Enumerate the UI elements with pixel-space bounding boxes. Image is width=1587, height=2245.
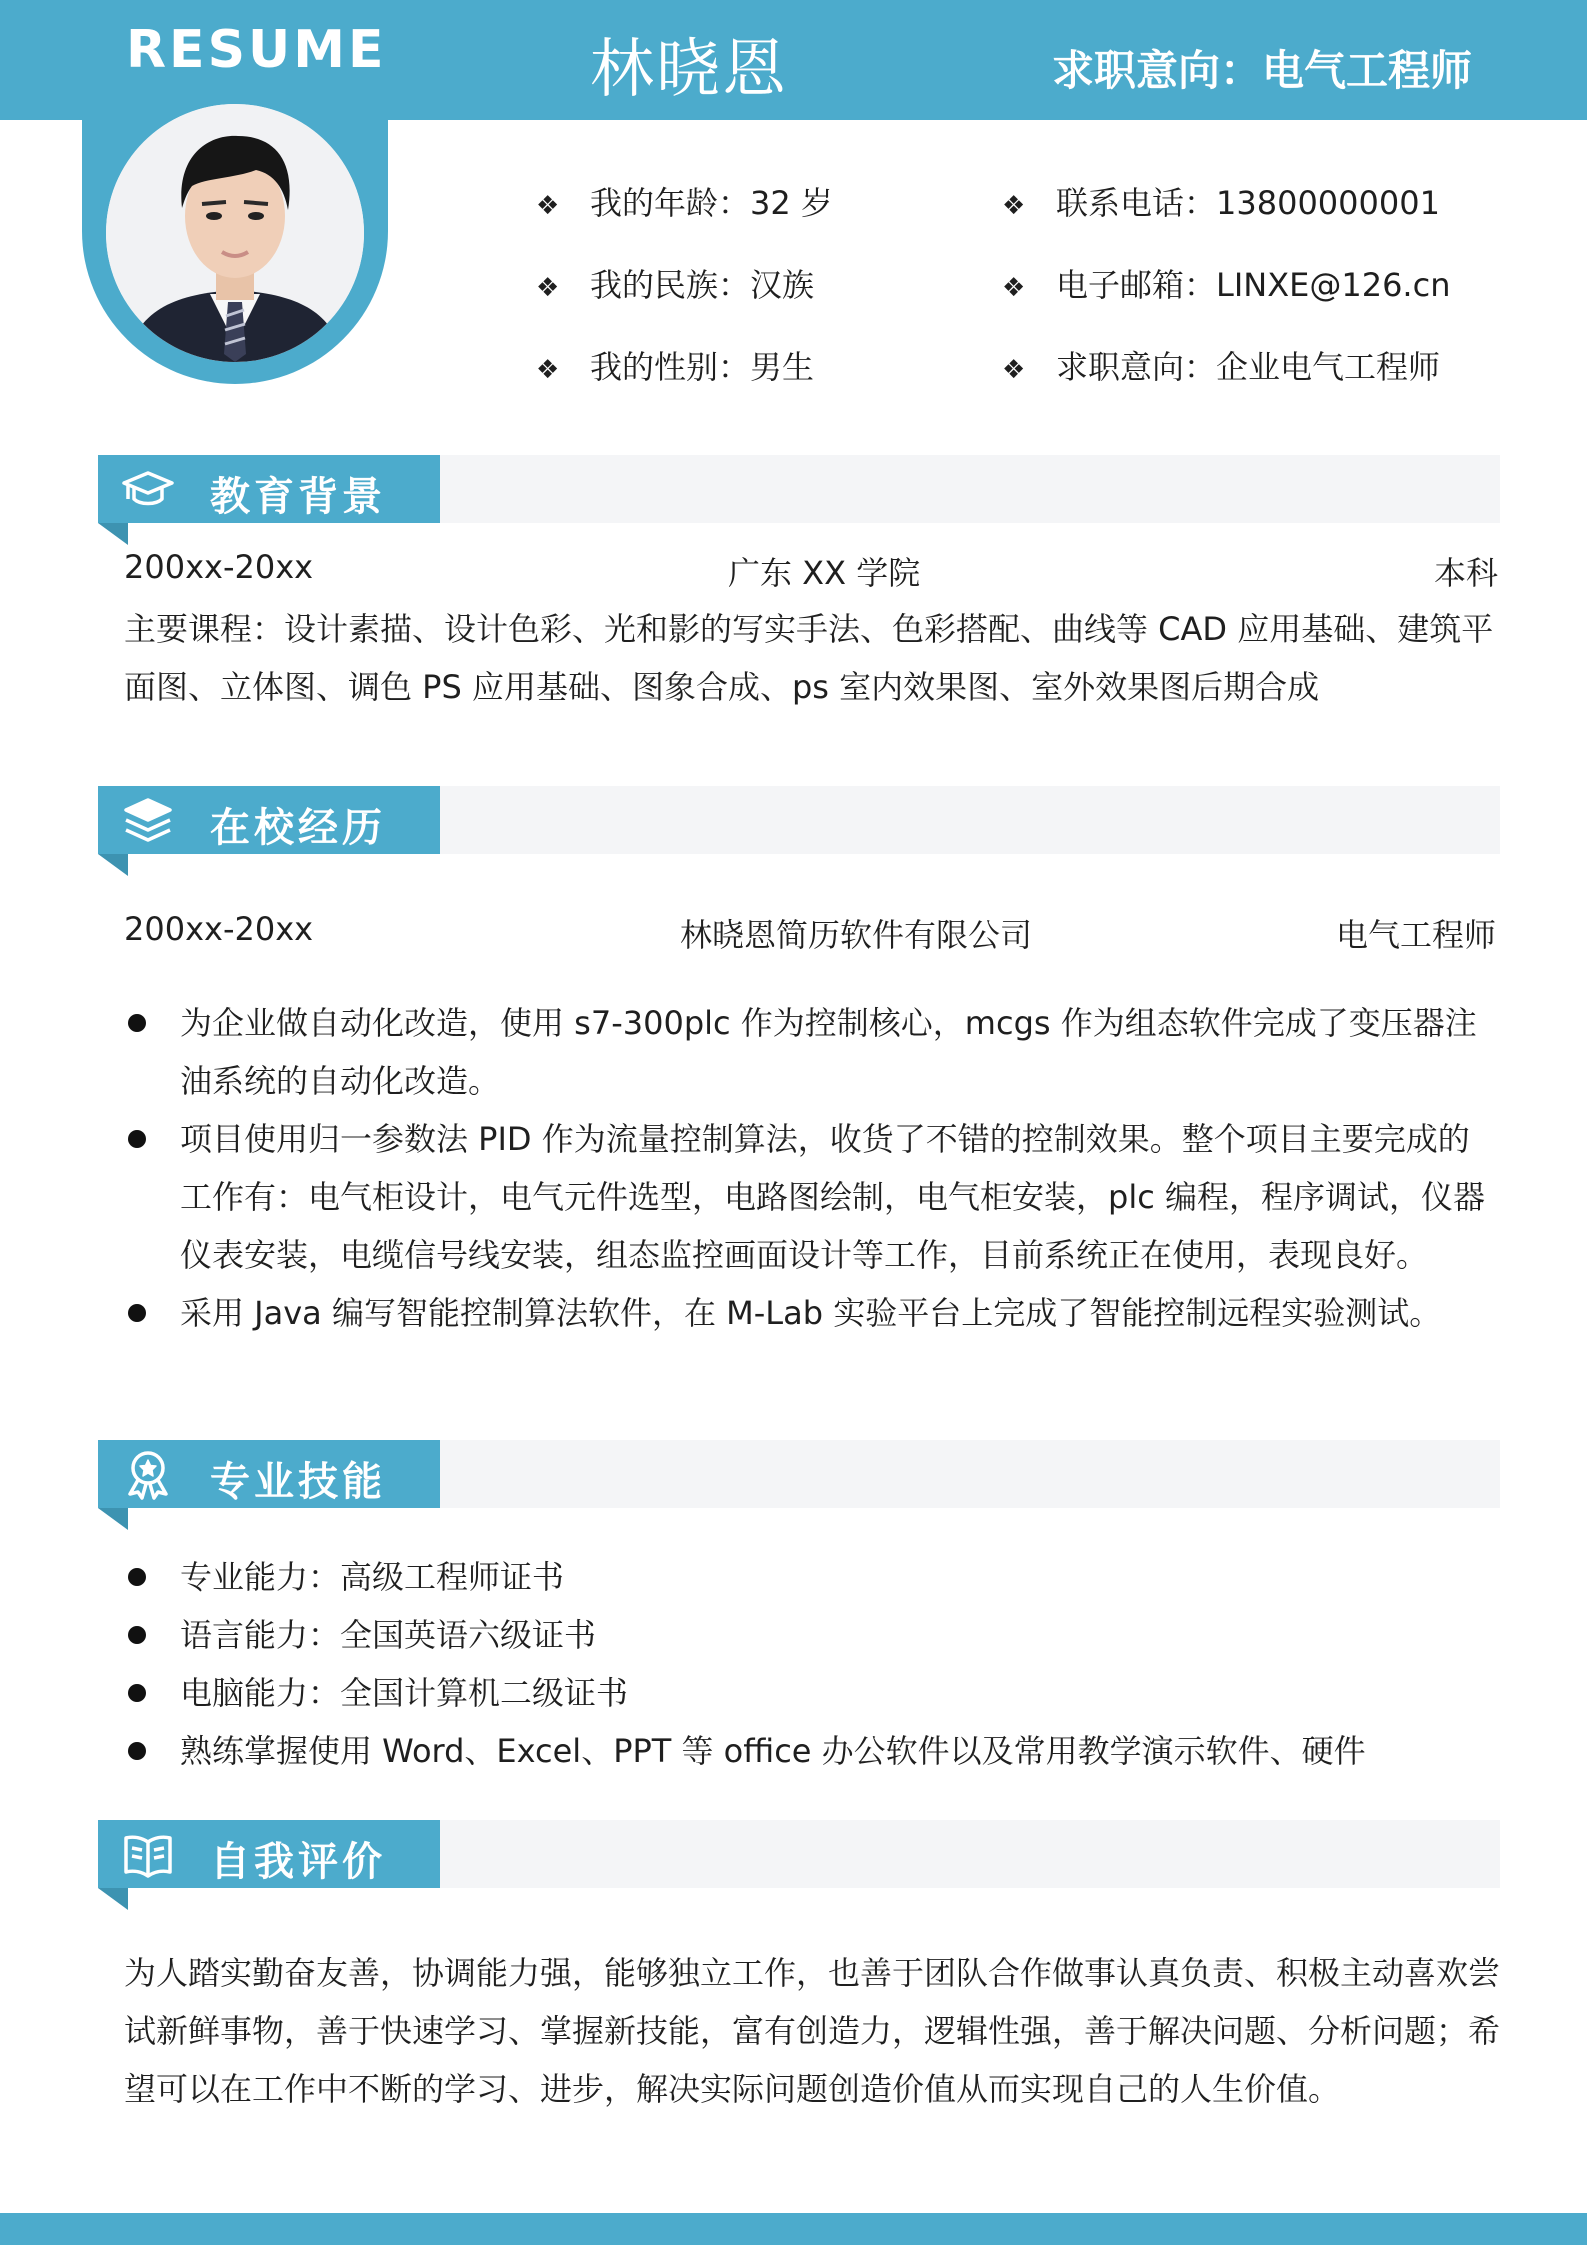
info-job-intent: ❖ 求职意向：企业电气工程师 — [1002, 348, 1441, 386]
list-item: 熟练掌握使用 Word、Excel、PPT 等 office 办公软件以及常用教学演示软件、硬件 — [124, 1722, 1500, 1780]
diamond-bullet-icon: ❖ — [536, 273, 560, 303]
job-intent-banner: 求职意向：电气工程师 — [1052, 46, 1473, 95]
experience-role: 电气工程师 — [1336, 916, 1497, 954]
list-item: 专业能力：高级工程师证书 — [124, 1548, 1500, 1606]
experience-list — [124, 994, 1500, 1342]
bullet-dot-icon — [128, 1626, 146, 1644]
diamond-bullet-icon: ❖ — [1002, 191, 1026, 221]
diamond-bullet-icon: ❖ — [536, 355, 560, 385]
list-item: 项目使用归一参数法 PID 作为流量控制算法，收货了不错的控制效果。整个项目主要完成的工作有：电气柜设计，电气元件选型，电路图绘制，电气柜安装，plc 编程，程序调试，仪器仪表安装，电缆信号线安装，组态监控画面设计等工作，目前系统正在使用，表现良好。 — [124, 1110, 1500, 1284]
skills-list — [124, 1548, 1500, 1780]
list-item: 语言能力：全国英语六级证书 — [124, 1606, 1500, 1664]
info-ethnicity: ❖ 我的民族：汉族 — [536, 266, 815, 304]
education-title: 教育背景 — [210, 474, 386, 520]
self-eval-title: 自我评价 — [210, 1839, 386, 1885]
education-courses: 主要课程：设计素描、设计色彩、光和影的写实手法、色彩搭配、曲线等 CAD 应用基础、建筑平面图、立体图、调色 PS 应用基础、图象合成、ps 室内效果图、室外效果图后期合成 — [124, 610, 1494, 706]
education-period: 200xx-20xx — [124, 548, 314, 586]
experience-period: 200xx-20xx — [124, 910, 314, 948]
resume-label: RESUME — [126, 20, 387, 80]
list-item: 电脑能力：全国计算机二级证书 — [124, 1664, 1500, 1722]
skills-title: 专业技能 — [210, 1459, 386, 1505]
diamond-bullet-icon: ❖ — [536, 191, 560, 221]
list-item: 为企业做自动化改造，使用 s7-300plc 作为控制核心，mcgs 作为组态软件完成了变压器注油系统的自动化改造。 — [124, 994, 1500, 1110]
bullet-dot-icon — [128, 1014, 146, 1032]
footer-band — [0, 2213, 1587, 2245]
list-item: 采用 Java 编写智能控制算法软件，在 M-Lab 实验平台上完成了智能控制远程实验测试。 — [124, 1284, 1500, 1342]
layers-icon — [120, 792, 176, 848]
section-fold — [98, 523, 128, 545]
bullet-dot-icon — [128, 1304, 146, 1322]
experience-title: 在校经历 — [210, 805, 386, 851]
section-fold — [98, 1888, 128, 1910]
bullet-dot-icon — [128, 1742, 146, 1760]
experience-company: 林晓恩简历软件有限公司 — [680, 916, 1033, 954]
self-eval-text: 为人踏实勤奋友善，协调能力强，能够独立工作，也善于团队合作做事认真负责、积极主动喜欢尝试新鲜事物，善于快速学习、掌握新技能，富有创造力，逻辑性强，善于解决问题、分析问题；希望可以在工作中不断的学习、进步，解决实际问题创造价值从而实现自己的人生价值。 — [124, 1954, 1501, 2108]
bullet-dot-icon — [128, 1130, 146, 1148]
award-icon — [120, 1446, 176, 1502]
avatar — [106, 104, 364, 362]
graduation-cap-icon — [120, 461, 176, 517]
education-school: 广东 XX 学院 — [728, 554, 921, 592]
bullet-dot-icon — [128, 1568, 146, 1586]
bullet-dot-icon — [128, 1684, 146, 1702]
section-fold — [98, 854, 128, 876]
info-phone: ❖ 联系电话：13800000001 — [1002, 184, 1440, 222]
info-gender: ❖ 我的性别：男生 — [536, 348, 815, 386]
candidate-name: 林晓恩 — [590, 33, 788, 107]
open-book-icon — [120, 1826, 176, 1882]
info-age: ❖ 我的年龄：32 岁 — [536, 184, 833, 222]
education-degree: 本科 — [1434, 554, 1499, 592]
diamond-bullet-icon: ❖ — [1002, 273, 1026, 303]
info-email: ❖ 电子邮箱：LINXE@126.cn — [1002, 266, 1451, 304]
diamond-bullet-icon: ❖ — [1002, 355, 1026, 385]
section-fold — [98, 1508, 128, 1530]
